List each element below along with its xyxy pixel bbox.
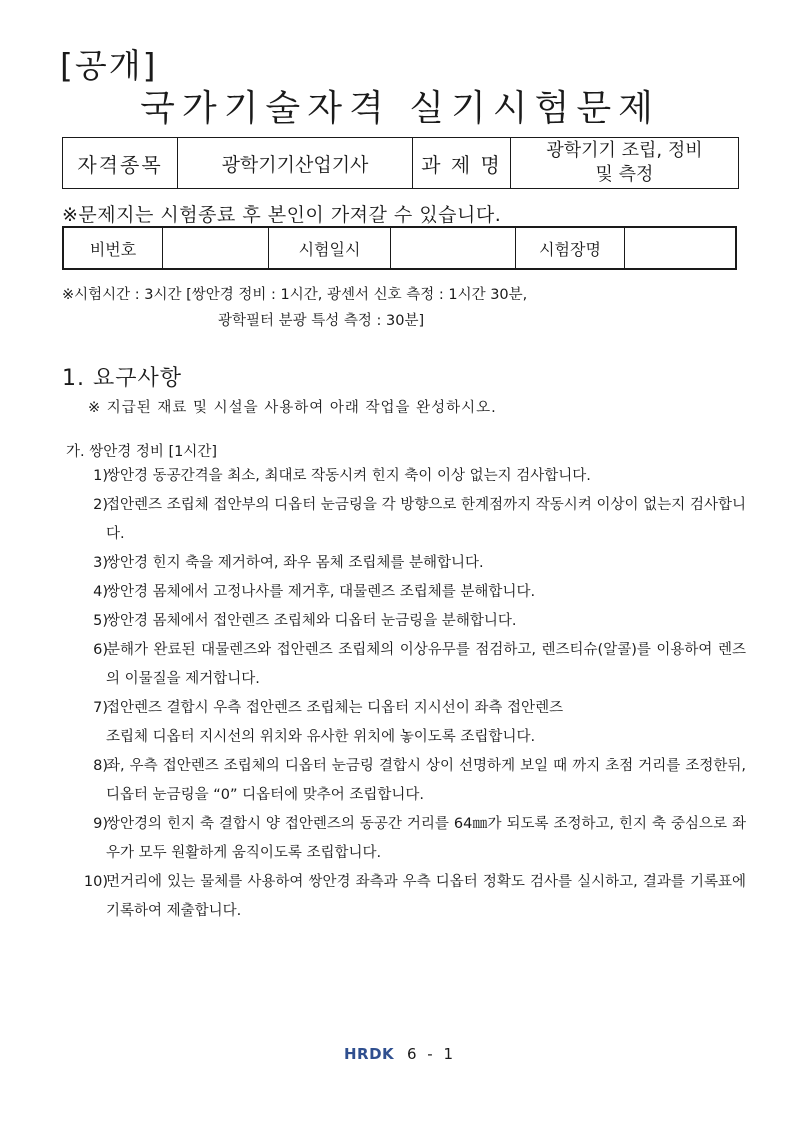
date-label: 시험일시 <box>269 227 391 269</box>
qualification-table <box>62 137 739 189</box>
page-footer <box>0 1044 800 1063</box>
subsection-heading: 가. 쌍안경 정비 [1시간] <box>66 444 218 460</box>
list-item <box>78 607 746 636</box>
item-number: 3) <box>93 555 108 571</box>
item-text-line2: 조립체 디옵터 지시선의 위치와 유사한 위치에 놓이도록 조립합니다. <box>106 729 536 745</box>
item-number: 7) <box>93 700 108 716</box>
section-heading: 1. 요구사항 <box>62 366 182 391</box>
exam-info-table <box>62 226 737 270</box>
item-text <box>106 694 746 752</box>
list-item <box>78 549 746 578</box>
list-item <box>78 491 746 549</box>
task-value <box>511 138 739 189</box>
item-text: 쌍안경의 힌지 축 결합시 양 접안렌즈의 동공간 거리를 64㎜가 되도록 조정하고, 힌지 축 중심으로 좌우가 모두 원활하게 움직이도록 조립합니다. <box>106 816 746 861</box>
item-text: 쌍안경 힌지 축을 제거하여, 좌우 몸체 조립체를 분해합니다. <box>106 555 484 571</box>
task-value-line2: 및 측정 <box>595 164 654 185</box>
place-label: 시험장명 <box>516 227 625 269</box>
document-label: [공개] <box>60 46 158 85</box>
item-number: 8) <box>93 758 108 774</box>
id-value <box>163 227 269 269</box>
item-text: 먼거리에 있는 물체를 사용하여 쌍안경 좌측과 우측 디옵터 정확도 검사를 실시하고, 결과를 기록표에 기록하여 제출합니다. <box>106 874 746 919</box>
page-number: 6 - 1 <box>406 1044 456 1063</box>
item-number: 9) <box>93 816 108 832</box>
notice-text: ※문제지는 시험종료 후 본인이 가져갈 수 있습니다. <box>62 204 502 226</box>
item-text: 쌍안경 몸체에서 접안렌즈 조립체와 디옵터 눈금링을 분해합니다. <box>106 613 517 629</box>
list-item <box>78 636 746 694</box>
id-label: 비번호 <box>63 227 163 269</box>
date-value <box>391 227 516 269</box>
item-text-line1: 접안렌즈 결합시 우측 접안렌즈 조립체는 디옵터 지시선이 좌측 접안렌즈 <box>106 700 564 716</box>
exam-time-line2: 광학필터 분광 특성 측정 : 30분] <box>218 313 425 329</box>
item-number: 2) <box>93 497 108 513</box>
task-label: 과 제 명 <box>413 138 511 189</box>
place-value <box>625 227 737 269</box>
list-item <box>78 462 746 491</box>
task-value-line1: 광학기기 조립, 정비 <box>546 140 703 161</box>
list-item <box>78 752 746 810</box>
section-intro: ※ 지급된 재료 및 시설을 사용하여 아래 작업을 완성하시오. <box>88 400 497 416</box>
item-text: 쌍안경 동공간격을 최소, 최대로 작동시켜 힌지 축이 이상 없는지 검사합니다. <box>106 468 591 484</box>
item-text: 분해가 완료된 대물렌즈와 접안렌즈 조립체의 이상유무를 점검하고, 렌즈티슈(알콜)를 이용하여 렌즈의 이물질을 제거합니다. <box>106 642 746 687</box>
document-title: 국가기술자격 실기시험문제 <box>140 88 660 129</box>
hrdk-logo: HRDK <box>343 1044 395 1063</box>
item-number: 10) <box>83 874 108 890</box>
item-number: 4) <box>93 584 108 600</box>
qualification-value: 광학기기산업기사 <box>178 138 413 189</box>
qualification-label: 자격종목 <box>63 138 178 189</box>
exam-time-line1: ※시험시간 : 3시간 [쌍안경 정비 : 1시간, 광센서 신호 측정 : 1시간 30분, <box>62 287 528 303</box>
item-text: 접안렌즈 조립체 접안부의 디옵터 눈금링을 각 방향으로 한계점까지 작동시켜 이상이 없는지 검사합니다. <box>106 497 746 542</box>
list-item <box>78 694 746 752</box>
item-text: 쌍안경 몸체에서 고정나사를 제거후, 대물렌즈 조립체를 분해합니다. <box>106 584 536 600</box>
item-number: 6) <box>93 642 108 658</box>
list-item <box>78 868 746 926</box>
list-item <box>78 810 746 868</box>
list-item <box>78 578 746 607</box>
item-text: 좌, 우측 접안렌즈 조립체의 디옵터 눈금링 결합시 상이 선명하게 보일 때 까지 초점 거리를 조정한뒤, 디옵터 눈금링을 “0” 디옵터에 맞추어 조립합니다. <box>106 758 746 803</box>
item-number: 1) <box>93 468 108 484</box>
item-number: 5) <box>93 613 108 629</box>
